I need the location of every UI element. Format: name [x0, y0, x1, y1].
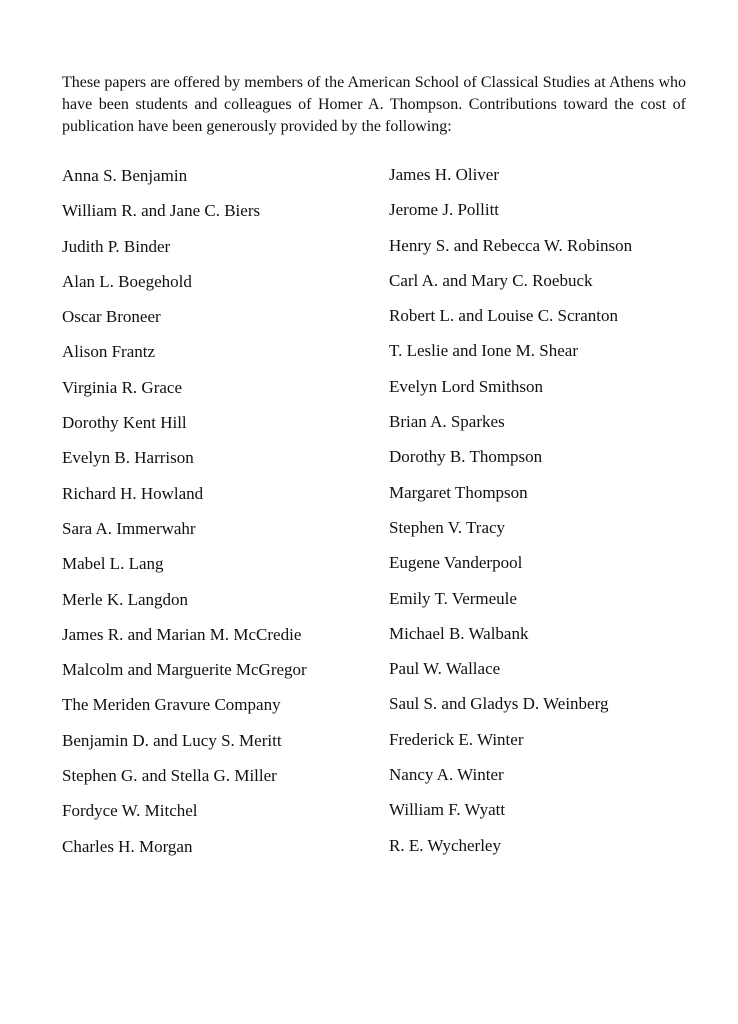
contributor-name: Anna S. Benjamin [62, 166, 188, 185]
contributor-name: Nancy A. Winter [389, 765, 504, 785]
contributor-name: Alan L. Boegehold [62, 271, 192, 291]
contributor-name: T. Leslie and Ione M. Shear [389, 341, 578, 361]
contributors-left-column [62, 163, 307, 869]
contributor-name: Margaret Thompson [389, 482, 528, 502]
contributor-name: Henry S. and Rebecca W. Robinson [389, 235, 633, 255]
contributor-name: Sara A. Immerwahr [62, 518, 196, 538]
contributor-name: Emily T. Vermeule [389, 588, 517, 608]
contributor-name: William F. Wyatt [389, 800, 506, 820]
contributor-name: Oscar Broneer [62, 307, 161, 327]
contributor-name: Paul W. Wallace [389, 659, 501, 679]
contributor-name: Virginia R. Grace [62, 377, 182, 397]
contributor-name: Mabel L. Lang [62, 554, 164, 574]
contributor-name: Frederick E. Winter [389, 729, 524, 749]
contributor-name: Jerome J. Pollitt [389, 200, 500, 220]
contributor-name: Evelyn B. Harrison [62, 448, 194, 468]
contributor-name: Eugene Vanderpool [389, 553, 523, 573]
contributor-name: Merle K. Langdon [62, 589, 189, 609]
contributor-name: Richard H. Howland [62, 483, 204, 503]
contributor-name: The Meriden Gravure Company [62, 695, 281, 715]
contributors-right-column [389, 162, 632, 868]
contributor-name: Malcolm and Marguerite McGregor [62, 660, 307, 680]
intro-paragraph: These papers are offered by members of the American School of Classical Studies at Athens who have been students and colleagues of Homer A. Thompson. Contributions toward the cost of publication have been generously provided by the following: [62, 74, 686, 135]
contributor-name: Carl A. and Mary C. Roebuck [389, 270, 593, 290]
contributor-name: Charles H. Morgan [62, 836, 193, 856]
contributor-name: Alison Frantz [62, 342, 156, 362]
contributor-name: James H. Oliver [389, 165, 500, 184]
contributor-name: Fordyce W. Mitchel [62, 801, 198, 821]
contributor-name: Saul S. and Gladys D. Weinberg [389, 694, 609, 714]
contributor-name: William R. and Jane C. Biers [62, 201, 261, 221]
contributor-name: James R. and Marian M. McCredie [62, 624, 302, 644]
contributor-name: R. E. Wycherley [389, 835, 501, 855]
contributor-name: Robert L. and Louise C. Scranton [389, 306, 618, 326]
contributor-name: Dorothy B. Thompson [389, 447, 543, 467]
contributor-name: Stephen G. and Stella G. Miller [62, 766, 277, 786]
contributor-name: Judith P. Binder [62, 236, 171, 256]
contributor-name: Michael B. Walbank [389, 623, 529, 643]
contributor-name: Benjamin D. and Lucy S. Meritt [62, 730, 282, 750]
contributor-name: Evelyn Lord Smithson [389, 376, 543, 396]
contributor-name: Brian A. Sparkes [389, 412, 505, 432]
contributor-name: Dorothy Kent Hill [62, 413, 187, 433]
contributor-name: Stephen V. Tracy [389, 517, 506, 537]
